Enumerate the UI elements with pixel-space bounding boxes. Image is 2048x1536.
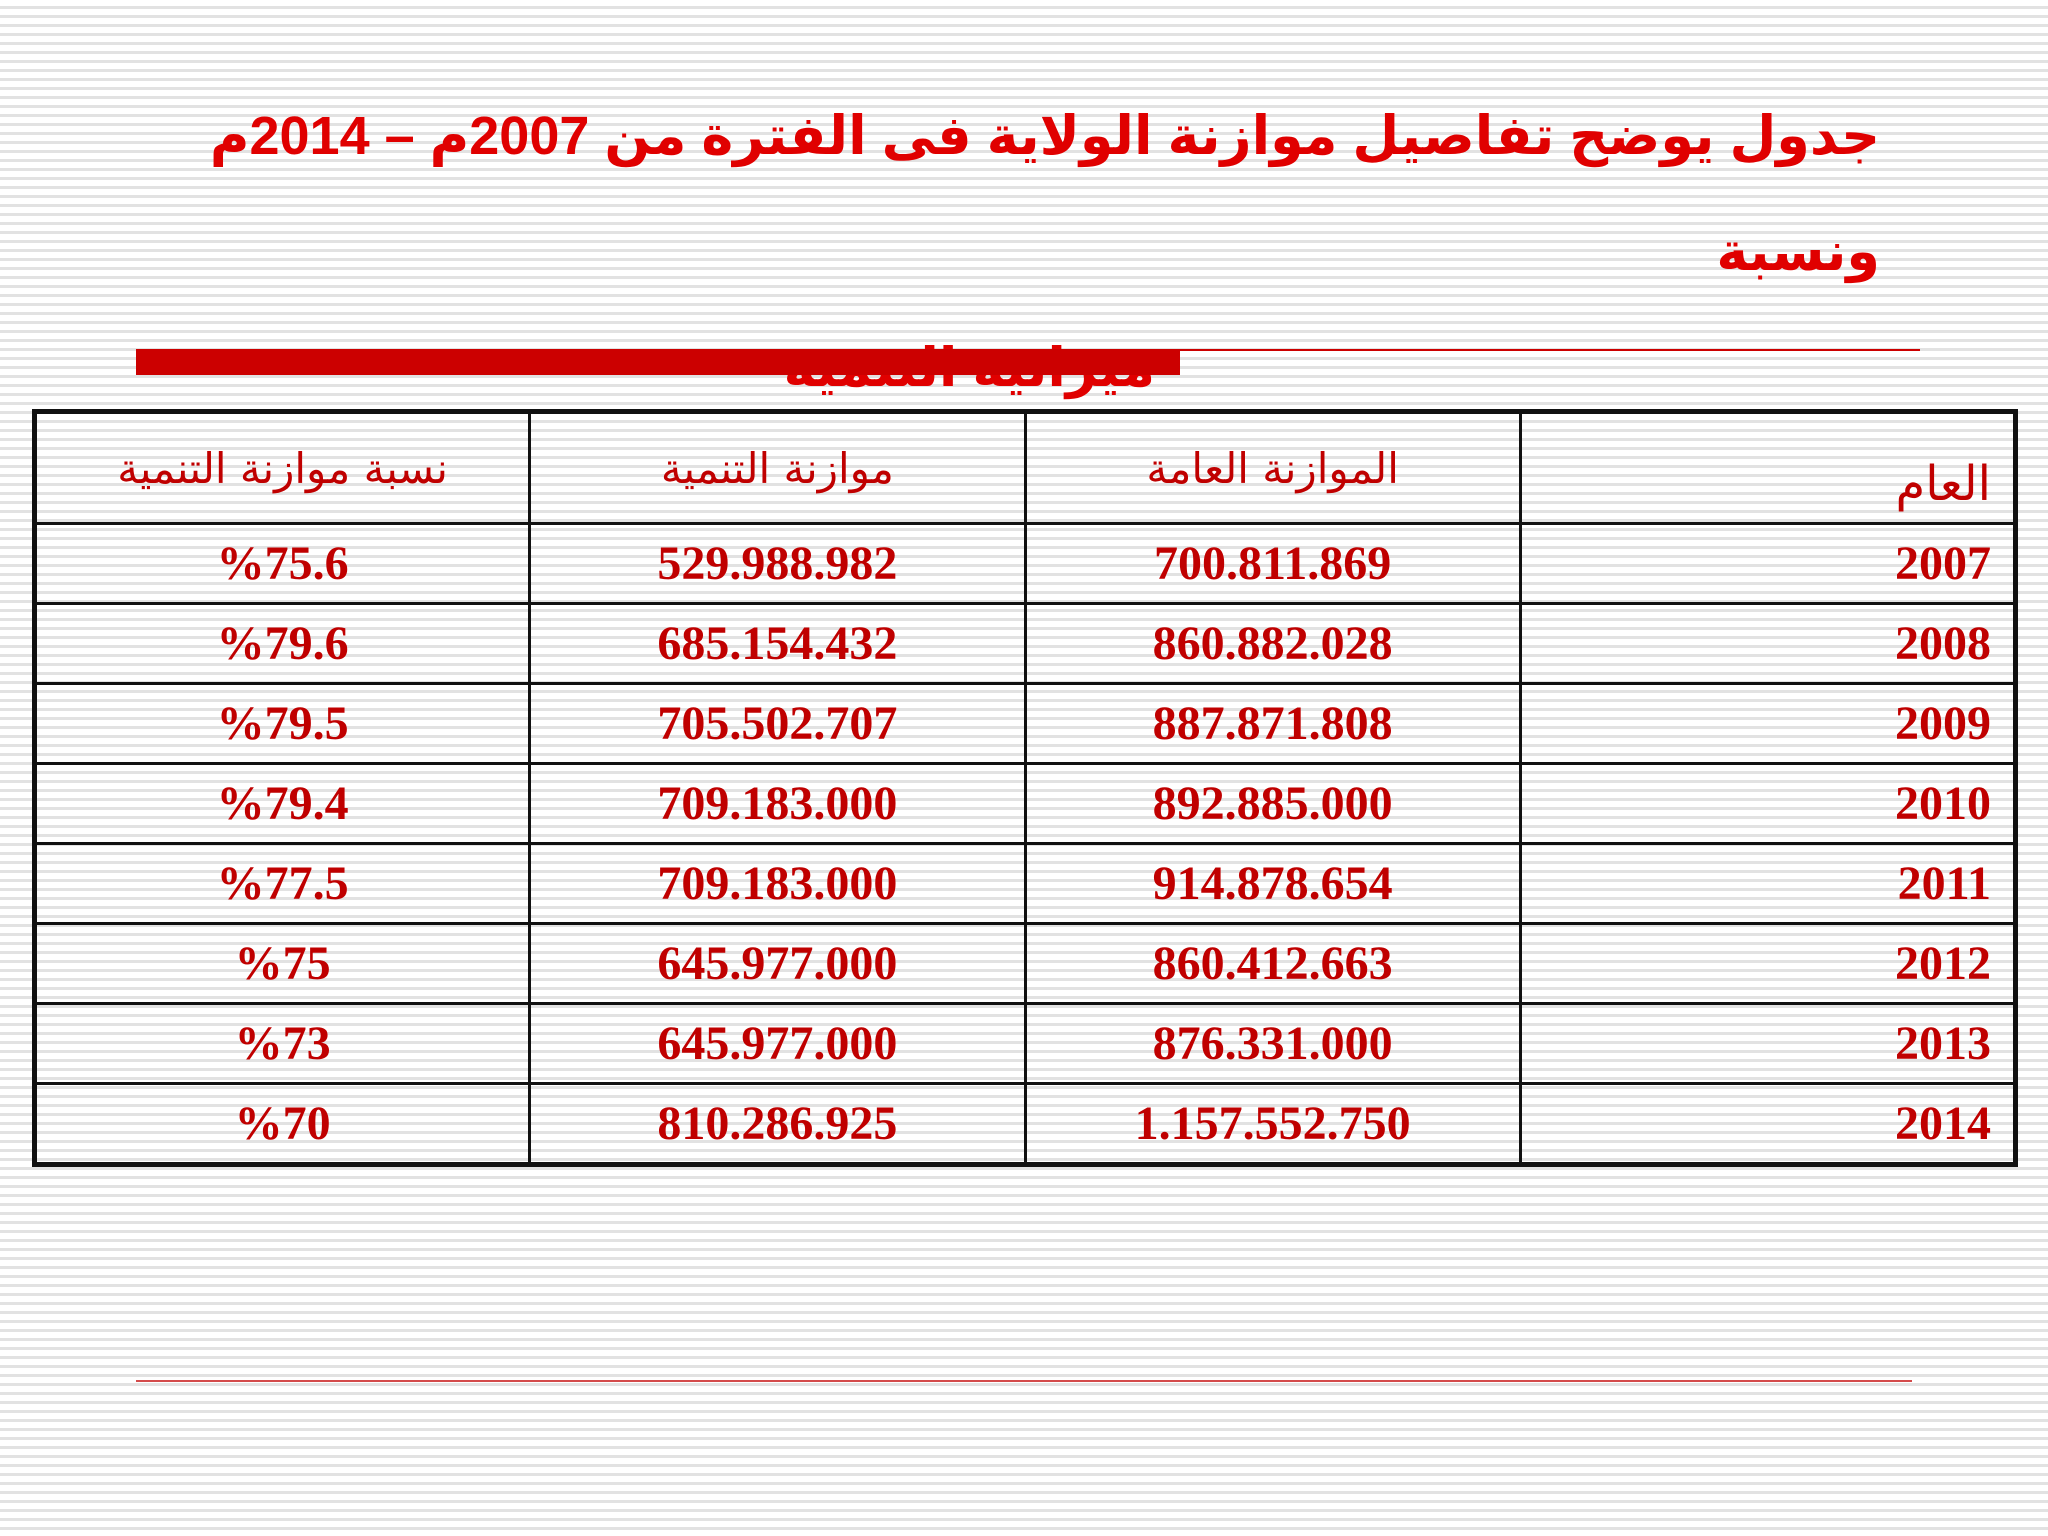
cell-year <box>1520 843 2015 923</box>
table-row <box>35 1003 2016 1083</box>
table-row <box>35 603 2016 683</box>
cell-development-budget <box>530 1003 1025 1083</box>
cell-development-budget-value: 645.977.000 <box>657 936 898 990</box>
cell-year-value: 2008 <box>1895 616 1991 670</box>
cell-year-value: 2010 <box>1895 776 1991 830</box>
cell-development-ratio <box>35 603 530 683</box>
cell-development-ratio <box>35 683 530 763</box>
cell-general-budget-value: 887.871.808 <box>1152 696 1393 750</box>
cell-development-budget-value: 529.988.982 <box>657 536 898 590</box>
cell-development-budget <box>530 763 1025 843</box>
cell-general-budget <box>1025 603 1520 683</box>
table-row <box>35 763 2016 843</box>
cell-development-budget-value: 709.183.000 <box>657 776 898 830</box>
table-row <box>35 923 2016 1003</box>
cell-year-value: 2014 <box>1895 1096 1991 1150</box>
cell-development-ratio-value: %79.4 <box>216 776 349 830</box>
header-year: العام <box>1520 412 2015 524</box>
cell-development-budget <box>530 843 1025 923</box>
cell-year <box>1520 763 2015 843</box>
cell-development-ratio <box>35 763 530 843</box>
cell-year-value: 2012 <box>1895 936 1991 990</box>
header-development-budget: موازنة التنمية <box>530 412 1025 524</box>
cell-year <box>1520 923 2015 1003</box>
cell-development-ratio <box>35 843 530 923</box>
cell-development-ratio-value: %70 <box>234 1096 331 1150</box>
cell-development-ratio-value: %75.6 <box>216 536 349 590</box>
cell-general-budget-value: 914.878.654 <box>1152 856 1393 910</box>
cell-development-ratio-value: %75 <box>234 936 331 990</box>
cell-general-budget <box>1025 763 1520 843</box>
budget-table-body <box>35 524 2016 1165</box>
cell-development-budget-value: 645.977.000 <box>657 1016 898 1070</box>
table-row <box>35 1083 2016 1164</box>
cell-development-ratio-value: %79.5 <box>216 696 349 750</box>
cell-general-budget <box>1025 1003 1520 1083</box>
cell-development-budget-value: 685.154.432 <box>657 616 898 670</box>
cell-development-ratio <box>35 524 530 604</box>
cell-general-budget-value: 876.331.000 <box>1152 1016 1393 1070</box>
cell-development-ratio <box>35 1083 530 1164</box>
header-general-budget: الموازنة العامة <box>1025 412 1520 524</box>
cell-development-ratio-value: %79.6 <box>216 616 349 670</box>
cell-development-ratio-value: %73 <box>234 1016 331 1070</box>
cell-year <box>1520 524 2015 604</box>
cell-development-budget <box>530 603 1025 683</box>
cell-year-value: 2011 <box>1897 856 1991 910</box>
cell-development-budget <box>530 1083 1025 1164</box>
cell-general-budget <box>1025 1083 1520 1164</box>
title-underline-thick <box>136 349 1180 375</box>
header-row <box>35 412 2016 524</box>
cell-development-ratio <box>35 1003 530 1083</box>
cell-general-budget-value: 860.412.663 <box>1152 936 1393 990</box>
table-row <box>35 524 2016 604</box>
cell-year-value: 2009 <box>1895 696 1991 750</box>
cell-general-budget <box>1025 843 1520 923</box>
cell-year <box>1520 683 2015 763</box>
cell-general-budget <box>1025 923 1520 1003</box>
cell-general-budget-value: 860.882.028 <box>1152 616 1393 670</box>
slide-title-line-1: جدول يوضح تفاصيل موازنة الولاية فى الفترة من 2007م – 2014م ونسبة <box>209 106 1880 282</box>
cell-development-budget-value: 705.502.707 <box>657 696 898 750</box>
cell-development-budget-value: 810.286.925 <box>657 1096 898 1150</box>
cell-year-value: 2007 <box>1895 536 1991 590</box>
title-underline-thin <box>1180 349 1920 351</box>
cell-development-ratio-value: %77.5 <box>216 856 349 910</box>
cell-general-budget-value: 892.885.000 <box>1152 776 1393 830</box>
cell-development-budget <box>530 683 1025 763</box>
bottom-divider <box>136 1380 1912 1382</box>
cell-development-budget <box>530 923 1025 1003</box>
cell-general-budget <box>1025 683 1520 763</box>
table-row <box>35 683 2016 763</box>
cell-year <box>1520 1083 2015 1164</box>
budget-table <box>32 409 2018 1167</box>
table-row <box>35 843 2016 923</box>
cell-development-budget-value: 709.183.000 <box>657 856 898 910</box>
cell-development-ratio <box>35 923 530 1003</box>
cell-general-budget <box>1025 524 1520 604</box>
cell-general-budget-value: 700.811.869 <box>1153 536 1392 590</box>
cell-general-budget-value: 1.157.552.750 <box>1134 1096 1411 1150</box>
cell-year-value: 2013 <box>1895 1016 1991 1070</box>
cell-development-budget <box>530 524 1025 604</box>
cell-year <box>1520 1003 2015 1083</box>
header-development-ratio: نسبة موازنة التنمية <box>35 412 530 524</box>
budget-table-header <box>35 412 2016 524</box>
cell-year <box>1520 603 2015 683</box>
